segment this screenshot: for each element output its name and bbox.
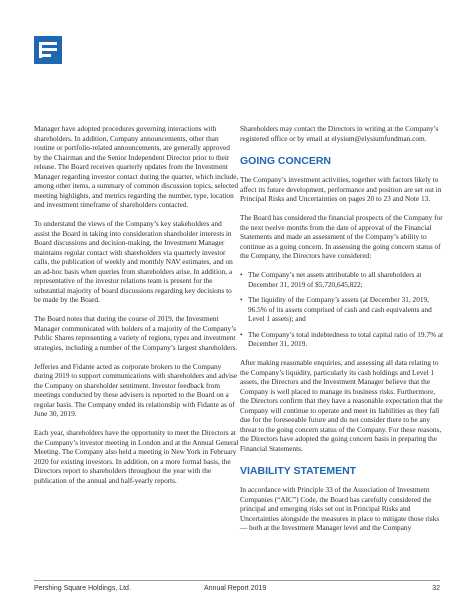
paragraph-investor-procedures: Manager have adopted procedures governing interactions with shareholders. In addition, Company announcements, other than routine or portfolio-related announcements, are generally approved by the Chairman and the Senior Independent Director prior to their release. The Board receives quarterly updates from the Investment Manager regarding investor contact during the quarter, which include, among other items, a summary of common discussion topics, selected meeting highlights, and metrics regarding the number, type, location and investment timeframe of shareholders contacted. [34, 124, 239, 209]
bullet-liquidity: • The liquidity of the Company’s assets (at December 31, 2019, 96.5% of its assets comprised of cash and cash equivalents and Level 1 assets); and [240, 295, 445, 324]
bullet-indebtedness: • The Company’s total indebtedness to total capital ratio of 19.7% at December 31, 2019. [240, 330, 445, 349]
paragraph-shareholder-meetings: Each year, shareholders have the opportunity to meet the Directors at the Company’s investor meeting in London and at the Annual General Meeting. The Company also held a meeting in New York in February 2020 for existing investors. In addition, on a more formal basis, the Directors report to shareholders throughout the year with the publication of the annual and half-yearly reports. [34, 428, 239, 485]
paragraph-corporate-brokers: Jefferies and Fidante acted as corporate brokers to the Company during 2019 to support communications with shareholders and advise the Company on shareholder sentiment. Investor feedback from meetings conducted by these advisers is reported to the Board on a regular basis. The Company ended its relationship with Fidante as of June 30, 2019. [34, 361, 238, 418]
paragraph-stakeholder-views: To understand the views of the Company’s key stakeholders and assist the Board in taking into consideration shareholder interests in Board discussions and decision-making, the Investment Manager maintains regular contact with shareholders via quarterly investor calls, the publication of weekly and monthly NAV estimates, and on an ad-hoc basis when queries from shareholders arise. In addition, a representative of the investor relations team is present for the substantial majority of board discussions regarding key decisions to be made by the Board. [34, 219, 233, 304]
paragraph-going-concern-2: The Board has considered the financial prospects of the Company for the next twelve months from the date of approval of the Financial Statements and made an assessment of the Company’s ability to continue as a going concern. In assessing the going concern status of the Company, the Directors have considered: [240, 213, 443, 260]
right-column [240, 124, 445, 542]
page-footer [34, 580, 440, 597]
paragraph-going-concern-1: The Company’s investment activities, together with factors likely to affect its future development, performance and position are set out in Principal Risks and Uncertainties on pages 20 to 23 and Note 13. [240, 175, 442, 203]
footer-company-name: Pershing Square Holdings, Ltd. [34, 585, 131, 592]
footer-page-number: 32 [432, 585, 440, 592]
paragraph-going-concern-3: After making reasonable enquiries, and assessing all data relating to the Company’s liquidity, particularly its cash holdings and Level 1 assets, the Directors and the Investment Manager believe that the Company is well placed to manage its business risks. Furthermore, the Directors confirm that they have a reasonable expectation that the Company will continue to operate and meet its liabilities as they fall due for the foreseeable future and do not consider there to be any threat to the going concern status of the Company. For these reasons, the Directors have adopted the going concern basis in preparing the Financial Statements. [240, 358, 443, 453]
left-column [34, 124, 239, 495]
paragraph-viability-1: In accordance with Principle 33 of the Association of Investment Companies (“AIC”) Code, the Board has carefully considered the principal and emerging risks set out in Principal Risks and Uncertainties alongside the measures in place to mitigate those risks — both at the Investment Manager level and the Company [240, 485, 440, 532]
bullet-net-assets: • The Company’s net assets attributable to all shareholders at December 31, 2019 of $5,720,645,822; [240, 270, 445, 289]
going-concern-bullet-list [240, 270, 445, 349]
paragraph-board-notes: The Board notes that during the course of 2019, the Investment Manager communicated with holders of a majority of the Company’s Public Shares representing a variety of regions, types and investment strategies, including a number of the Company’s largest shareholders. [34, 314, 238, 352]
pershing-square-logo-icon [34, 36, 62, 64]
paragraph-contact-directors: Shareholders may contact the Directors in writing at the Company’s registered office or by email at elysium@elysiumfundman.com. [240, 124, 439, 143]
footer-report-title: Annual Report 2019 [204, 585, 267, 592]
heading-viability-statement: VIABILITY STATEMENT [240, 465, 357, 477]
heading-going-concern: GOING CONCERN [240, 155, 332, 167]
